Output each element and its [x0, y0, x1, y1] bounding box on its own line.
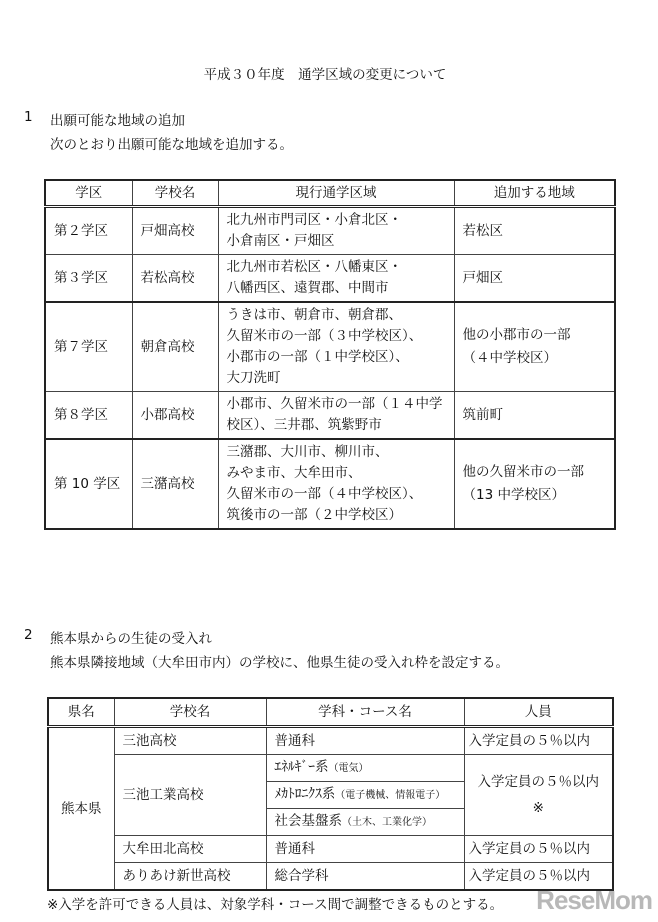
- current-area-cell: [218, 439, 454, 529]
- course-cell: 総合学科: [266, 863, 464, 891]
- area-line: 戸畑区: [462, 269, 503, 286]
- section2-text: 熊本県隣接地域（大牟田市内）の学校に、他県生徒の受入れ枠を設定する。: [50, 655, 509, 671]
- quota-cell: [464, 755, 613, 836]
- school-cell: 若松高校: [132, 255, 218, 303]
- area-line: うきは市、朝倉市、朝倉郡、: [226, 307, 402, 323]
- course-detail: （土木、工業化学）: [342, 817, 432, 828]
- header-school: 学校名: [132, 180, 218, 207]
- added-area-cell: [454, 439, 615, 529]
- area-line: 北九州市門司区・小倉北区・: [226, 212, 402, 228]
- table-row: [45, 439, 615, 529]
- area-line: 久留米市の一部（３中学校区）、: [226, 328, 423, 344]
- table-row: [45, 255, 615, 303]
- area-line: 筑前町: [462, 406, 503, 423]
- area-line: 他の久留米市の一部: [462, 464, 584, 480]
- school-cell: 三池高校: [114, 727, 266, 755]
- school-cell: ありあけ新世高校: [114, 863, 266, 891]
- school-cell: 朝倉高校: [132, 302, 218, 392]
- header-school: 学校名: [114, 698, 266, 727]
- school-cell: 三潴高校: [132, 439, 218, 529]
- course-cell: [266, 755, 464, 782]
- current-area-cell: [218, 392, 454, 440]
- kumamoto-table: [47, 697, 614, 891]
- header-course: 学科・コース名: [266, 698, 464, 727]
- school-cell: 大牟田北高校: [114, 836, 266, 863]
- section1-heading: 出願可能な地域の追加: [50, 113, 185, 129]
- current-area-cell: [218, 302, 454, 392]
- district-cell: 第３学区: [45, 255, 132, 303]
- area-line: 三潴郡、大川市、柳川市、: [226, 444, 389, 460]
- area-line: 他の小郡市の一部: [462, 327, 571, 343]
- area-line: （４中学校区）: [462, 350, 557, 366]
- section2-number: 2: [24, 627, 33, 643]
- table-row: [45, 207, 615, 255]
- area-line: 久留米市の一部（４中学校区）、: [226, 486, 423, 502]
- current-area-cell: [218, 207, 454, 255]
- table-row: [45, 302, 615, 392]
- course-detail: （電子機械、情報電子）: [335, 790, 446, 801]
- area-line: 筑後市の一部（２中学校区）: [226, 507, 402, 523]
- district-cell: 第 10 学区: [45, 439, 132, 529]
- added-area-cell: [454, 255, 615, 303]
- quota-cell: 入学定員の５％以内: [464, 727, 613, 755]
- section2-heading: 熊本県からの生徒の受入れ: [50, 631, 212, 647]
- area-line: 大刀洗町: [226, 370, 281, 386]
- table-row: [45, 392, 615, 440]
- quota-text: 入学定員の５％以内: [477, 774, 599, 790]
- school-cell: 三池工業高校: [114, 755, 266, 836]
- area-line: 北九州市若松区・八幡東区・: [226, 259, 402, 275]
- district-cell: 第８学区: [45, 392, 132, 440]
- district-cell: 第２学区: [45, 207, 132, 255]
- table-row: [48, 863, 613, 891]
- school-cell: 小郡高校: [132, 392, 218, 440]
- current-area-cell: [218, 255, 454, 303]
- header-current-area: 現行通学区域: [218, 180, 454, 207]
- course-cell: 普通科: [266, 836, 464, 863]
- area-line: 校区）、三井郡、筑紫野市: [226, 417, 382, 433]
- table-row: [48, 836, 613, 863]
- header-added-area: 追加する地域: [454, 180, 615, 207]
- footnote: ※入学を許可できる人員は、対象学科・コース間で調整できるものとする。: [47, 897, 504, 913]
- section1-number: 1: [24, 109, 33, 125]
- table-row: [48, 755, 613, 782]
- table-row: [48, 727, 613, 755]
- area-line: 小郡市の一部（１中学校区）、: [226, 349, 409, 365]
- area-line: 若松区: [462, 222, 503, 239]
- course-name: ﾒｶﾄﾛﾆｸｽ系: [274, 786, 336, 802]
- added-area-cell: [454, 392, 615, 440]
- quota-cell: 入学定員の５％以内: [464, 863, 613, 891]
- area-line: みやま市、大牟田市、: [226, 465, 362, 481]
- course-cell: [266, 809, 464, 836]
- header-quota: 人員: [464, 698, 613, 727]
- course-detail: （電気）: [328, 763, 369, 774]
- watermark-logo: ReseMom: [536, 885, 652, 915]
- district-table: [44, 179, 616, 530]
- area-line: 八幡西区、遠賀郡、中間市: [226, 280, 389, 296]
- area-line: 小郡市、久留米市の一部（１４中学: [226, 396, 443, 412]
- added-area-cell: [454, 302, 615, 392]
- added-area-cell: [454, 207, 615, 255]
- district-cell: 第７学区: [45, 302, 132, 392]
- area-line: （13 中学校区）: [462, 487, 565, 503]
- course-cell: 普通科: [266, 727, 464, 755]
- course-name: 社会基盤系: [274, 813, 342, 829]
- section1-text: 次のとおり出願可能な地域を追加する。: [50, 137, 293, 153]
- header-prefecture: 県名: [48, 698, 114, 727]
- page-title: 平成３０年度 通学区域の変更について: [203, 67, 447, 83]
- note-mark: ※: [532, 800, 544, 816]
- header-district: 学区: [45, 180, 132, 207]
- school-cell: 戸畑高校: [132, 207, 218, 255]
- prefecture-cell: 熊本県: [48, 727, 114, 891]
- course-cell: [266, 782, 464, 809]
- course-name: ｴﾈﾙｷﾞｰ系: [274, 759, 329, 775]
- area-line: 小倉南区・戸畑区: [226, 233, 335, 249]
- quota-cell: 入学定員の５％以内: [464, 836, 613, 863]
